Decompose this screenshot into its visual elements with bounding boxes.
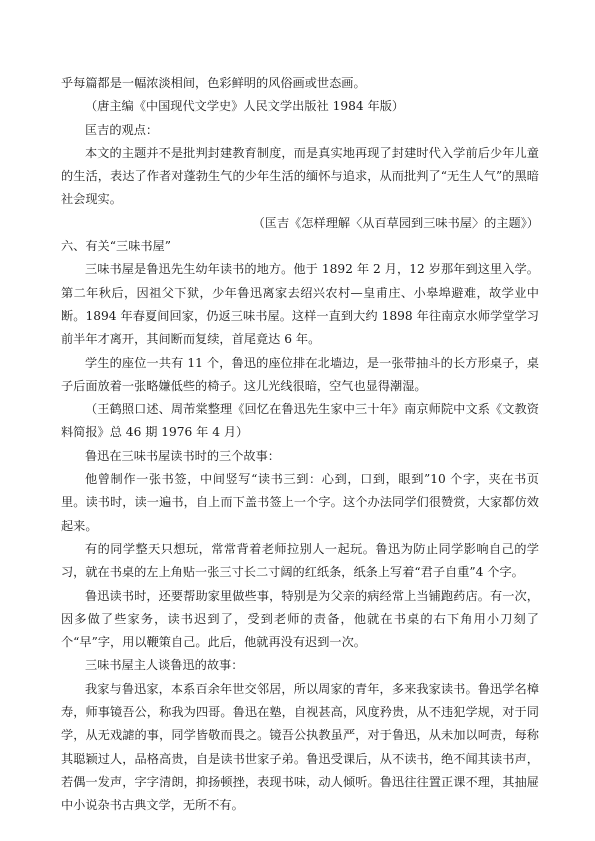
- paragraph-1: 乎每篇都是一幅浓淡相间，色彩鲜明的风俗画或世态画。: [61, 76, 366, 90]
- paragraph-sanwei-intro: 三味书屋是鲁迅先生幼年读书的地方。他于 1892 年 2 月，12 岁那年到这里入学。第二年秋后，因祖父下狱，少年鲁迅离家去绍兴农村—皇甫庄、小皋埠避难，故学业中断。1894 年春夏间回家，仍返三味书屋。这样一直到大约 1898 年往南京水师学堂学习前半年才离开，其间断而复续，首尾竟达 6 年。: [61, 262, 539, 347]
- paragraph-seats: 学生的座位一共有 11 个，鲁迅的座位排在北墙边，是一张带抽斗的长方形桌子，桌子后面放着一张略嫌低些的椅子。这儿光线很暗，空气也显得潮湿。: [61, 355, 539, 393]
- story-bookmark: 他曾制作一张书签，中间竖写“读书三到：心到，口到，眼到”10 个字，夹在书页里。读书时，读一遍书，自上而下盖书签上一个字。这个办法同学们很赞赏，大家都仿效起来。: [61, 472, 539, 533]
- citation-wang: （王鹤照口述、周芾棠整理《回忆在鲁迅先生家中三十年》南京师院中文系《文教资料简报》总 46 期 1976 年 4 月）: [61, 402, 539, 440]
- section-heading-six: 六、有关“三味书屋”: [61, 239, 171, 254]
- kuangji-heading: 匡吉的观点：: [85, 122, 159, 137]
- document-page: [61, 72, 539, 818]
- stories-heading: 鲁迅在三味书屋读书时的三个故事：: [85, 448, 280, 463]
- citation-kuangji: （匡吉《怎样理解〈从百草园到三味书屋〉的主题》）: [252, 215, 539, 230]
- citation-tang: （唐主编《中国现代文学史》人民文学出版社 1984 年版）: [85, 99, 405, 114]
- owner-heading: 三味书屋主人谈鲁迅的故事：: [85, 658, 244, 673]
- kuangji-view: 本文的主题并不是批判封建教育制度，而是真实地再现了封建时代入学前后少年儿童的生活，表达了作者对蓬勃生气的少年生活的缅怀与追求，从而批判了“无生人气”的黑暗社会现实。: [61, 145, 539, 207]
- owner-story: 我家与鲁迅家，本系百余年世交邻居，所以周家的青年，多来我家读书。鲁迅学名樟寿，师事镜吾公，称我为四哥。鲁迅在塾，自视甚高，风度矜贵，从不违犯学规，对于同学，从无戏謔的事，同学皆敬而畏之。镜吾公执教虽严，对于鲁迅，从未加以呵责，每称其聪颖过人，品格高贵，自是读书世家子弟。鲁迅受课后，从不读书，绝不闻其读书声，若偶一发声，字字清朗，抑扬顿挫，表现书味，动人倾听。鲁迅往往置正课不理，其抽屉中小说杂书古典文学，无所不有。: [61, 681, 539, 813]
- story-junzi: 有的同学整天只想玩，常常背着老师拉别人一起玩。鲁迅为防止同学影响自己的学习，就在书桌的左上角贴一张三寸长二寸阔的红纸条，纸条上写着“君子自重”4 个字。: [61, 541, 539, 580]
- story-zao: 鲁迅读书时，还要帮助家里做些事，特别是为父亲的病经常上当铺跑药店。有一次，因多做了些家务，读书迟到了，受到老师的责备，他就在书桌的右下角用小刀刻了个“早”字，用以鞭策自己。此后，他就再没有迟到一次。: [61, 588, 539, 650]
